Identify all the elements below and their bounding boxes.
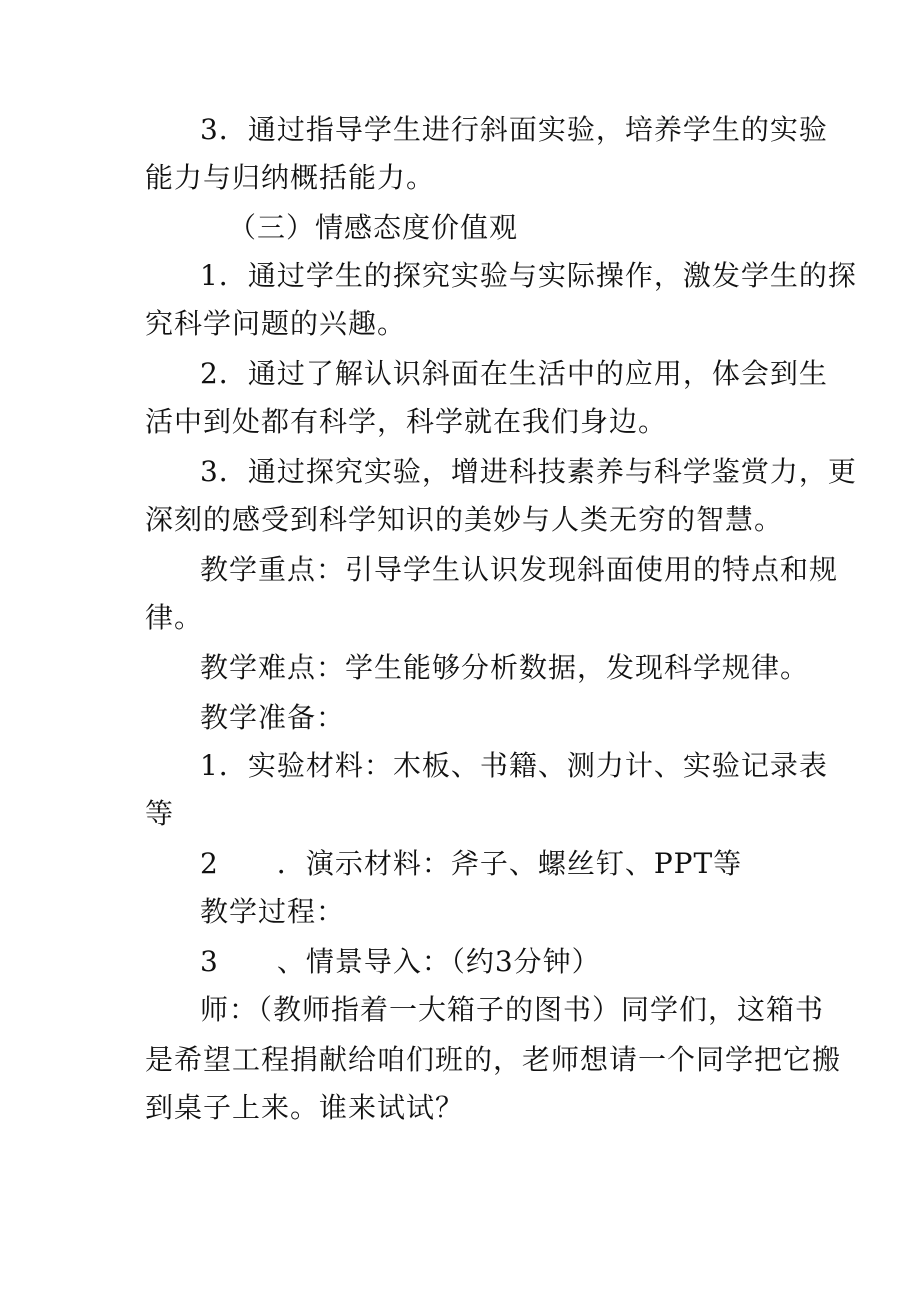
paragraph-line: 1．通过学生的探究实验与实际操作，激发学生的探 <box>200 259 857 292</box>
paragraph-line: 2．通过了解认识斜面在生活中的应用，体会到生 <box>200 357 828 390</box>
paragraph-line: 等 <box>145 797 175 830</box>
paragraph-line: 到桌子上来。谁来试试？ <box>145 1091 465 1124</box>
paragraph-line: 3．通过指导学生进行斜面实验，培养学生的实验 <box>200 113 828 146</box>
paragraph-line: 律。 <box>145 601 204 634</box>
paragraph-line: 活中到处都有科学，科学就在我们身边。 <box>145 405 668 438</box>
paragraph-line: 3．通过探究实验，增进科技素养与科学鉴赏力，更 <box>200 455 857 488</box>
paragraph-line: 教学过程： <box>200 895 346 928</box>
paragraph-line: 能力与归纳概括能力。 <box>145 161 436 194</box>
paragraph-line: 教学准备： <box>200 701 346 734</box>
paragraph-line: 究科学问题的兴趣。 <box>145 307 407 340</box>
paragraph-line: 是希望工程捐献给咱们班的，老师想请一个同学把它搬 <box>145 1043 842 1076</box>
section-heading: （三）情感态度价值观 <box>228 211 519 244</box>
paragraph-line: 3 、情景导入：（约3分钟） <box>200 945 601 978</box>
paragraph-line: 教学难点：学生能够分析数据，发现科学规律。 <box>200 651 810 684</box>
paragraph-line: 师：（教师指着一大箱子的图书）同学们，这箱书 <box>200 993 825 1026</box>
paragraph-line: 1．实验材料：木板、书籍、测力计、实验记录表 <box>200 749 828 782</box>
paragraph-line: 2 ．演示材料：斧子、螺丝钉、PPT等 <box>200 847 743 880</box>
paragraph-line: 深刻的感受到科学知识的美妙与人类无穷的智慧。 <box>145 503 784 536</box>
paragraph-line: 教学重点：引导学生认识发现斜面使用的特点和规 <box>200 553 839 586</box>
